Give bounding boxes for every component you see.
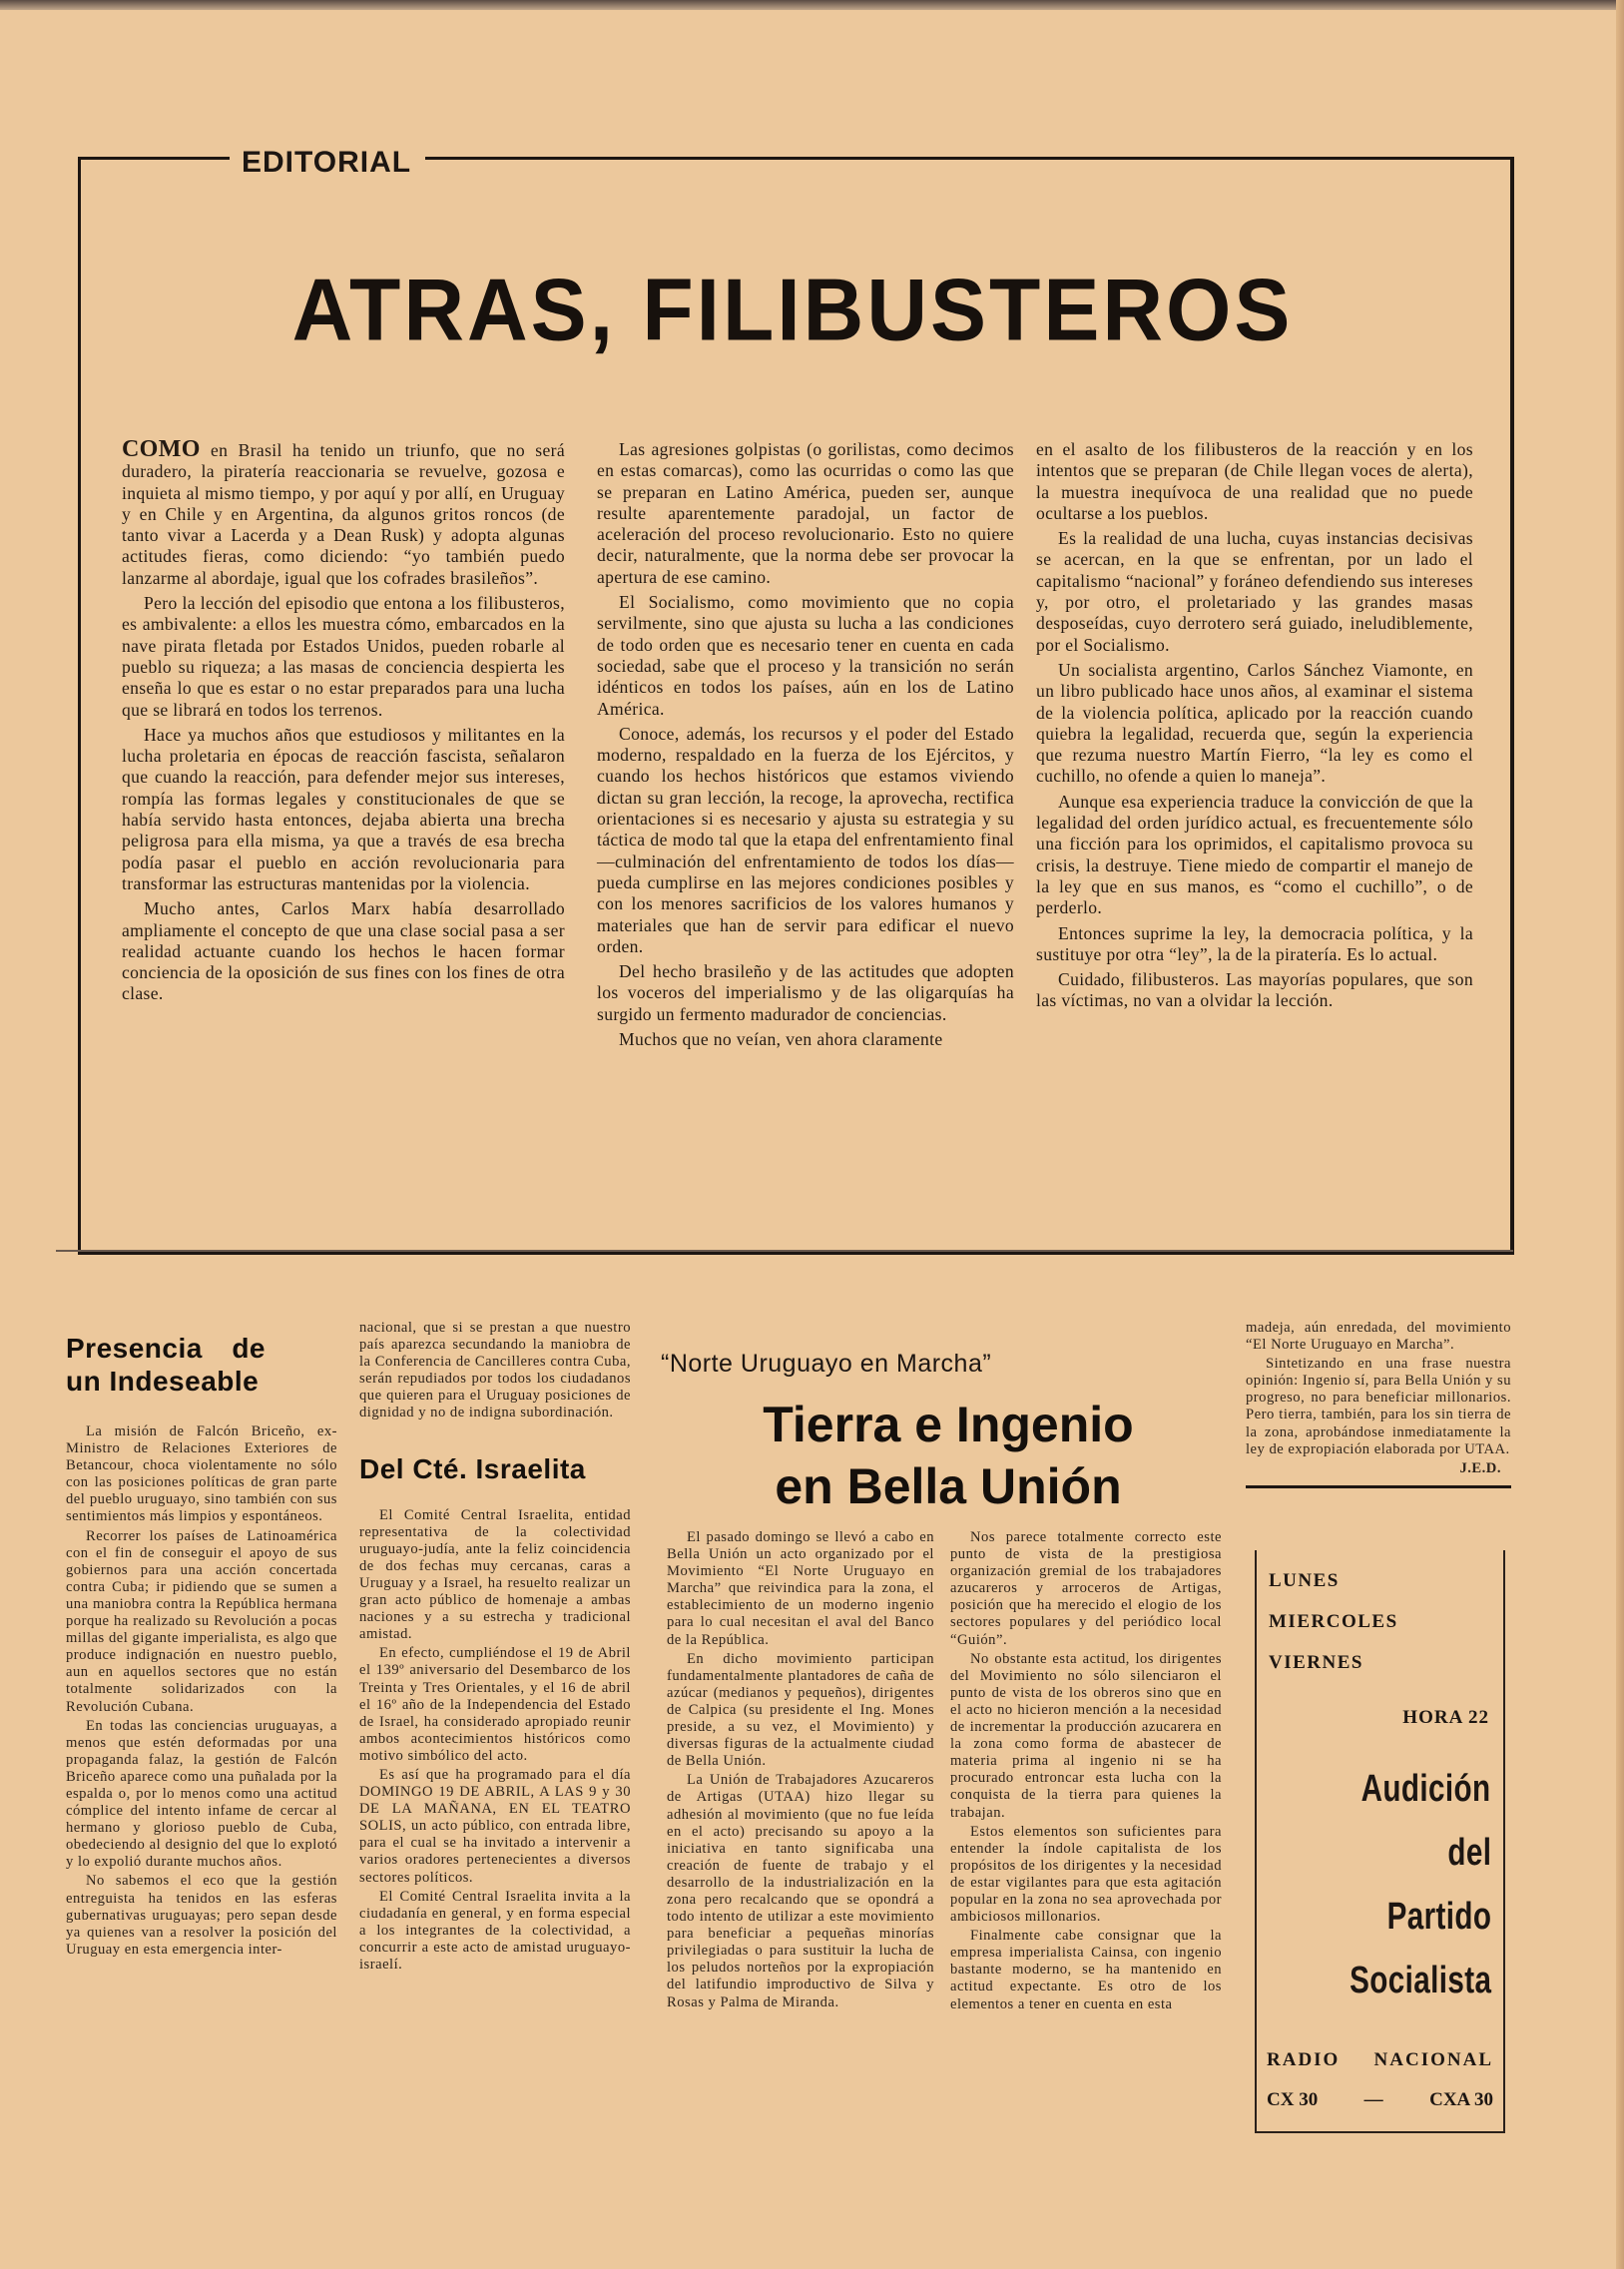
program-title-line: Socialista <box>1349 1960 1491 2001</box>
program-title-line: Audición <box>1361 1768 1491 1810</box>
program-title-line: del <box>1447 1832 1491 1874</box>
frequency-dash: — <box>1363 2089 1383 2110</box>
editorial-column-3 <box>1036 439 1473 1016</box>
paragraph: Recorrer los países de Latinoamérica con el fin de conseguir el apoyo de sus gobiernos para una acción concertada contra Cuba; ir pidiendo que se sumen a una maniobra contra la República hermana porque ha realizado su Revolución a pocas millas del gigante imperialista, es algo que produce indignación en nuestro pueblo, aun en aquellos sectores que no están totalmente solidarizados con la Revolución Cubana. <box>66 1527 337 1715</box>
article-continuation: nacional, que si se prestan a que nuestro país aparezca secundando la maniobra de la Conferencia de Cancilleres contra Cuba, serán repudiados por todos los ciudadanos que quieren para el Uruguay posiciones de dignidad y no de indigna subordinación. <box>359 1320 631 1421</box>
paragraph: Del hecho brasileño y de las actitudes que adopten los voceros del imperialismo y de las oligarquías ha surgido un fermento madurador de conciencias. <box>597 961 1014 1024</box>
paragraph: La misión de Falcón Briceño, ex-Ministro de Relaciones Exteriores de Betancour, choca violentamente no sólo con las posiciones políticas de gran parte del pueblo uruguayo, sino también con sus sentimientos más limpios y espontáneos. <box>66 1423 337 1525</box>
paragraph: Sintetizando en una frase nuestra opinión: Ingenio sí, para Bella Unión y su progreso, no para beneficiar millonarios. Pero tierra, también, para los sin tierra de la zona, aprobándose inmediatamente la ley de expropiación elaborada por UTAA. <box>1246 1356 1511 1457</box>
article-kicker: “Norte Uruguayo en Marcha” <box>661 1350 992 1378</box>
paragraph: En dicho movimiento participan fundamentalmente plantadores de caña de azúcar (medianos y pequeños), dirigentes de Calpica (su presidente el Ing. Mones preside, a su vez, el Movimiento) y diversas figuras de la actualmente ciudad de Bella Unión. <box>667 1650 934 1770</box>
editorial-column-2 <box>597 439 1014 1054</box>
station-left: RADIO <box>1267 2049 1341 2070</box>
article-israelita <box>359 1320 631 1976</box>
paragraph: Hace ya muchos años que estudiosos y militantes en la lucha proletaria en épocas de reacción fascista, señalaron que cuando la reacción, para defender mejor sus intereses, rompía las formas legales y constitucionales de que se había servido hasta entonces, dejaba abierta una brecha peligrosa para ella misma, ya que a través de esa brecha podía pasar el pueblo en acción revolucionaria para transformar las estructuras mantenidas por la violencia. <box>122 724 565 893</box>
paragraph-text: en Brasil ha tenido un triunfo, que no será duradero, la piratería reaccionaria se revuelve, gozosa e inquieta al mismo tiempo, y por aquí y por allí, en Uruguay y en Chile y en Argentina, da algunos gritos roncos (de tanto vivar a Lacerda y a Dean Rusk) y adopta algunas actitudes fieras, como diciendo: “yo también puedo lanzarme al abordaje, igual que los cofrades brasileños”. <box>122 440 565 588</box>
article-presencia <box>66 1332 337 1961</box>
lead-word: COMO <box>122 436 201 462</box>
paragraph: El Comité Central Israelita, entidad representativa de la colectividad uruguayo-judía, ante la feliz coincidencia de dos fechas muy cercanas, caras a Uruguay y a Israel, ha resuelto realizar un gran acto público de homenaje a ambas naciones y a su estrecha y tradicional amistad. <box>359 1506 631 1643</box>
paragraph: Un socialista argentino, Carlos Sánchez Viamonte, en un libro publicado hace unos años, al examinar el sistema de la violencia política, aplicado por la reacción cuando quiebra la legalidad, recuerda que, según la experiencia que rezuma nuestro Martín Fierro, “la ley es como el cuchillo, no ofende a quien lo maneja”. <box>1036 659 1473 787</box>
editorial-headline: ATRAS, FILIBUSTEROS <box>291 260 1294 359</box>
station-frequencies <box>1267 2089 1493 2111</box>
day-label: LUNES <box>1269 1570 1340 1591</box>
paragraph: El pasado domingo se llevó a cabo en Bella Unión un acto organizado por el Movimiento “El Norte Uruguayo en Marcha” que reivindica para la zona, el establecimiento de un moderno ingenio para lo cual necesitan el aval del Banco de la República. <box>667 1529 934 1648</box>
paragraph: Pero la lección del episodio que entona a los filibusteros, es ambivalente: a ellos les muestra cómo, embarcados en la nave pirata fletada por Estados Unidos, pueden robarle al pueblo su riqueza; a las masas de conciencia despierta les enseña lo que es estar o no estar preparados para una lucha que se librará en todos los terrenos. <box>122 593 565 720</box>
article-headline <box>699 1394 1198 1517</box>
paragraph: Finalmente cabe consignar que la empresa imperialista Cainsa, con ingenio bastante moderno, se ha mantenido en actitud expectante. Es otro de los elementos a tener en cuenta en esta <box>950 1928 1222 2012</box>
paragraph: No obstante esta actitud, los dirigentes del Movimiento no sólo silenciaron el punto de vista de los obreros sino que en el acto no hicieron mención a la necesidad de incrementar la producción azucarera en la zona como forma de abastecer de materia prima al ingenio ni se ha procurado entroncar esta lucha con la conquista de la tierra para quienes la trabajan. <box>950 1650 1222 1821</box>
paragraph: Es la realidad de una lucha, cuyas instancias decisivas se acercan, en la que se enfrentan, por un lado el capitalismo “nacional” y foráneo defendiendo sus intereses y, por otro, el proletariado y las grandes masas desposeídas, cuyo derrotero será guiado, ineludiblemente, por el Socialismo. <box>1036 528 1473 655</box>
page-right-edge <box>1616 0 1624 2269</box>
bella-union-column-3 <box>1246 1320 1511 1488</box>
paragraph: El Socialismo, como movimiento que no copia servilmente, sino que ajusta su lucha a las condiciones de todo orden que es necesario tener en cuenta en cada sociedad, sabe que el proceso y la transición no serán idénticos en todos los países, aún en los de Latino América. <box>597 592 1014 719</box>
program-title-line: Partido <box>1386 1896 1491 1938</box>
box-top-rule <box>1246 1485 1511 1488</box>
editorial-section-label: EDITORIAL <box>230 146 425 180</box>
headline-line: Tierra e Ingenio <box>763 1397 1134 1452</box>
paragraph: en el asalto de los filibusteros de la reacción y en los intentos que se preparan (de Chile llegan voces de alerta), la muestra inequívoca de una realidad que no puede ocultarse a los pueblos. <box>1036 439 1473 523</box>
paragraph: El Comité Central Israelita invita a la ciudadanía en general, y en forma especial a los integrantes de la colectividad, a concurrir a este acto de amistad uruguayo-israelí. <box>359 1888 631 1973</box>
article-signature: J.E.D. <box>1459 1459 1501 1476</box>
headline-line: en Bella Unión <box>775 1458 1122 1514</box>
station-right: NACIONAL <box>1373 2049 1493 2070</box>
article-title: Presencia de un Indeseable <box>66 1333 266 1397</box>
paragraph: En todas las conciencias uruguayas, a menos que estén deformadas por una propaganda falaz, la gestión de Falcón Briceño aparece como una puñalada por la espalda o, por lo menos como una actitud cómplice del intento infame de cercar al hermano y glorioso pueblo de Cuba, obedeciendo al designio del que lo explotó y lo expolió durante muchos años. <box>66 1717 337 1871</box>
day-label: MIERCOLES <box>1269 1611 1398 1632</box>
station-name <box>1267 2049 1493 2071</box>
paragraph: Conoce, además, los recursos y el poder del Estado moderno, respaldado en la fuerza de los Ejércitos, y cuando los hechos históricos que estamos viviendo dictan su gran lección, la recoge, la aprovecha, rectifica orientaciones si es necesario y ajusta su estrategia y su táctica de modo tal que la etapa del enfrentamiento final —culminación del enfrentamiento de todos los días— pueda cumplirse en las mejores condiciones posibles y con los menores sacrificios de los valores humanos y materiales que han de servir para edificar el nuevo orden. <box>597 723 1014 956</box>
paragraph: Cuidado, filibusteros. Las mayorías populares, que son las víctimas, no van a olvidar la lección. <box>1036 969 1473 1011</box>
page-top-edge <box>0 0 1624 10</box>
bella-union-column-2 <box>950 1529 1222 2015</box>
paragraph: madeja, aún enredada, del movimiento “El Norte Uruguayo en Marcha”. <box>1246 1320 1511 1354</box>
frequency-left: CX 30 <box>1267 2089 1319 2110</box>
paragraph: Entonces suprime la ley, la democracia política, y la sustituye por otra “ley”, la de la piratería. Es lo actual. <box>1036 922 1473 964</box>
radio-advertisement <box>1255 1550 1505 2133</box>
paragraph: Mucho antes, Carlos Marx había desarrollado ampliamente el concepto de que una clase social pasa a ser realidad actuante cuando los hechos le hacen formar conciencia de la oposición de sus fines con los fines de otra clase. <box>122 898 565 1004</box>
paragraph: La Unión de Trabajadores Azucareros de Artigas (UTAA) hizo llegar su adhesión al movimiento (que no fue leída en el acto) precisando su apoyo a la iniciativa en tanto significaba una creación de fuente de trabajo y el desarrollo de la industrialización en la zona pero recalcando que se opondrá a todo intento de utilizar a este movimiento para beneficiar a pequeñas minorías privilegiadas o para sustituir la lucha de los peludos norteños por la expropiación del latifundio improductivo de Silva y Rosas y Palma de Miranda. <box>667 1772 934 2010</box>
section-divider <box>56 1250 1513 1252</box>
paragraph: No sabemos el eco que la gestión entreguista ha tenidos en las esferas gubernativas uruguayas; pero sepan desde ya quienes van a resolver la posición del Uruguay en esta emergencia inter- <box>66 1873 337 1958</box>
paragraph: En efecto, cumpliéndose el 19 de Abril el 139º aniversario del Desembarco de los Treinta y Tres Orientales, y el 16 de abril el 16º año de la Independencia del Estado de Israel, ha considerado apropiado reunir ambos acontecimientos históricos como motivo simbólico del acto. <box>359 1645 631 1764</box>
paragraph: Muchos que no veían, ven ahora claramente <box>619 1029 943 1050</box>
paragraph: Nos parece totalmente correcto este punto de vista de la prestigiosa organización gremial de los trabajadores azucareros y arroceros de Artigas, posición que ha merecido el elogio de los sectores populares y del periódico local “Guión”. <box>950 1529 1222 1648</box>
article-title: Del Cté. Israelita <box>359 1452 586 1484</box>
broadcast-time: HORA 22 <box>1402 1707 1489 1728</box>
paragraph: Es así que ha programado para el día DOMINGO 19 DE ABRIL, A LAS 9 y 30 DE LA MAÑANA, EN EL TEATRO SOLIS, un acto público, con entrada libre, para el cual se ha invitado a intervenir a varios oradores pertenecientes a diversos sectores políticos. <box>359 1766 631 1886</box>
paragraph: Las agresiones golpistas (o gorilistas, como decimos en estas comarcas), como las ocurridas o como las que se preparan en Latino América, pueden ser, aunque resulte aparentemente paradojal, un factor de aceleración del proceso revolucionario. Esto no quiere decir, naturalmente, que la norma debe ser provocar la apertura de ese camino. <box>597 439 1014 587</box>
bella-union-column-1 <box>667 1529 934 2013</box>
editorial-column-1 <box>122 436 565 1009</box>
paragraph: Aunque esa experiencia traduce la convicción de que la legalidad del orden jurídico actual, es frecuentemente sólo una ficción para los oprimidos, el capitalismo provoca su crisis, la destruye. Tiene miedo de compartir el manejo de la ley que en sus manos, es “como el cuchillo”, o de perderlo. <box>1036 791 1473 918</box>
editorial-paragraph <box>122 436 565 589</box>
frequency-right: CXA 30 <box>1429 2089 1493 2110</box>
paragraph: Estos elementos son suficientes para entender la índole capitalista de los propósitos de los dirigentes y la necesidad de estar vigilantes para que esta agitación popular en la zona no sea aprovechada por ambiciosos millonarios. <box>950 1823 1222 1926</box>
day-label: VIERNES <box>1269 1652 1363 1673</box>
